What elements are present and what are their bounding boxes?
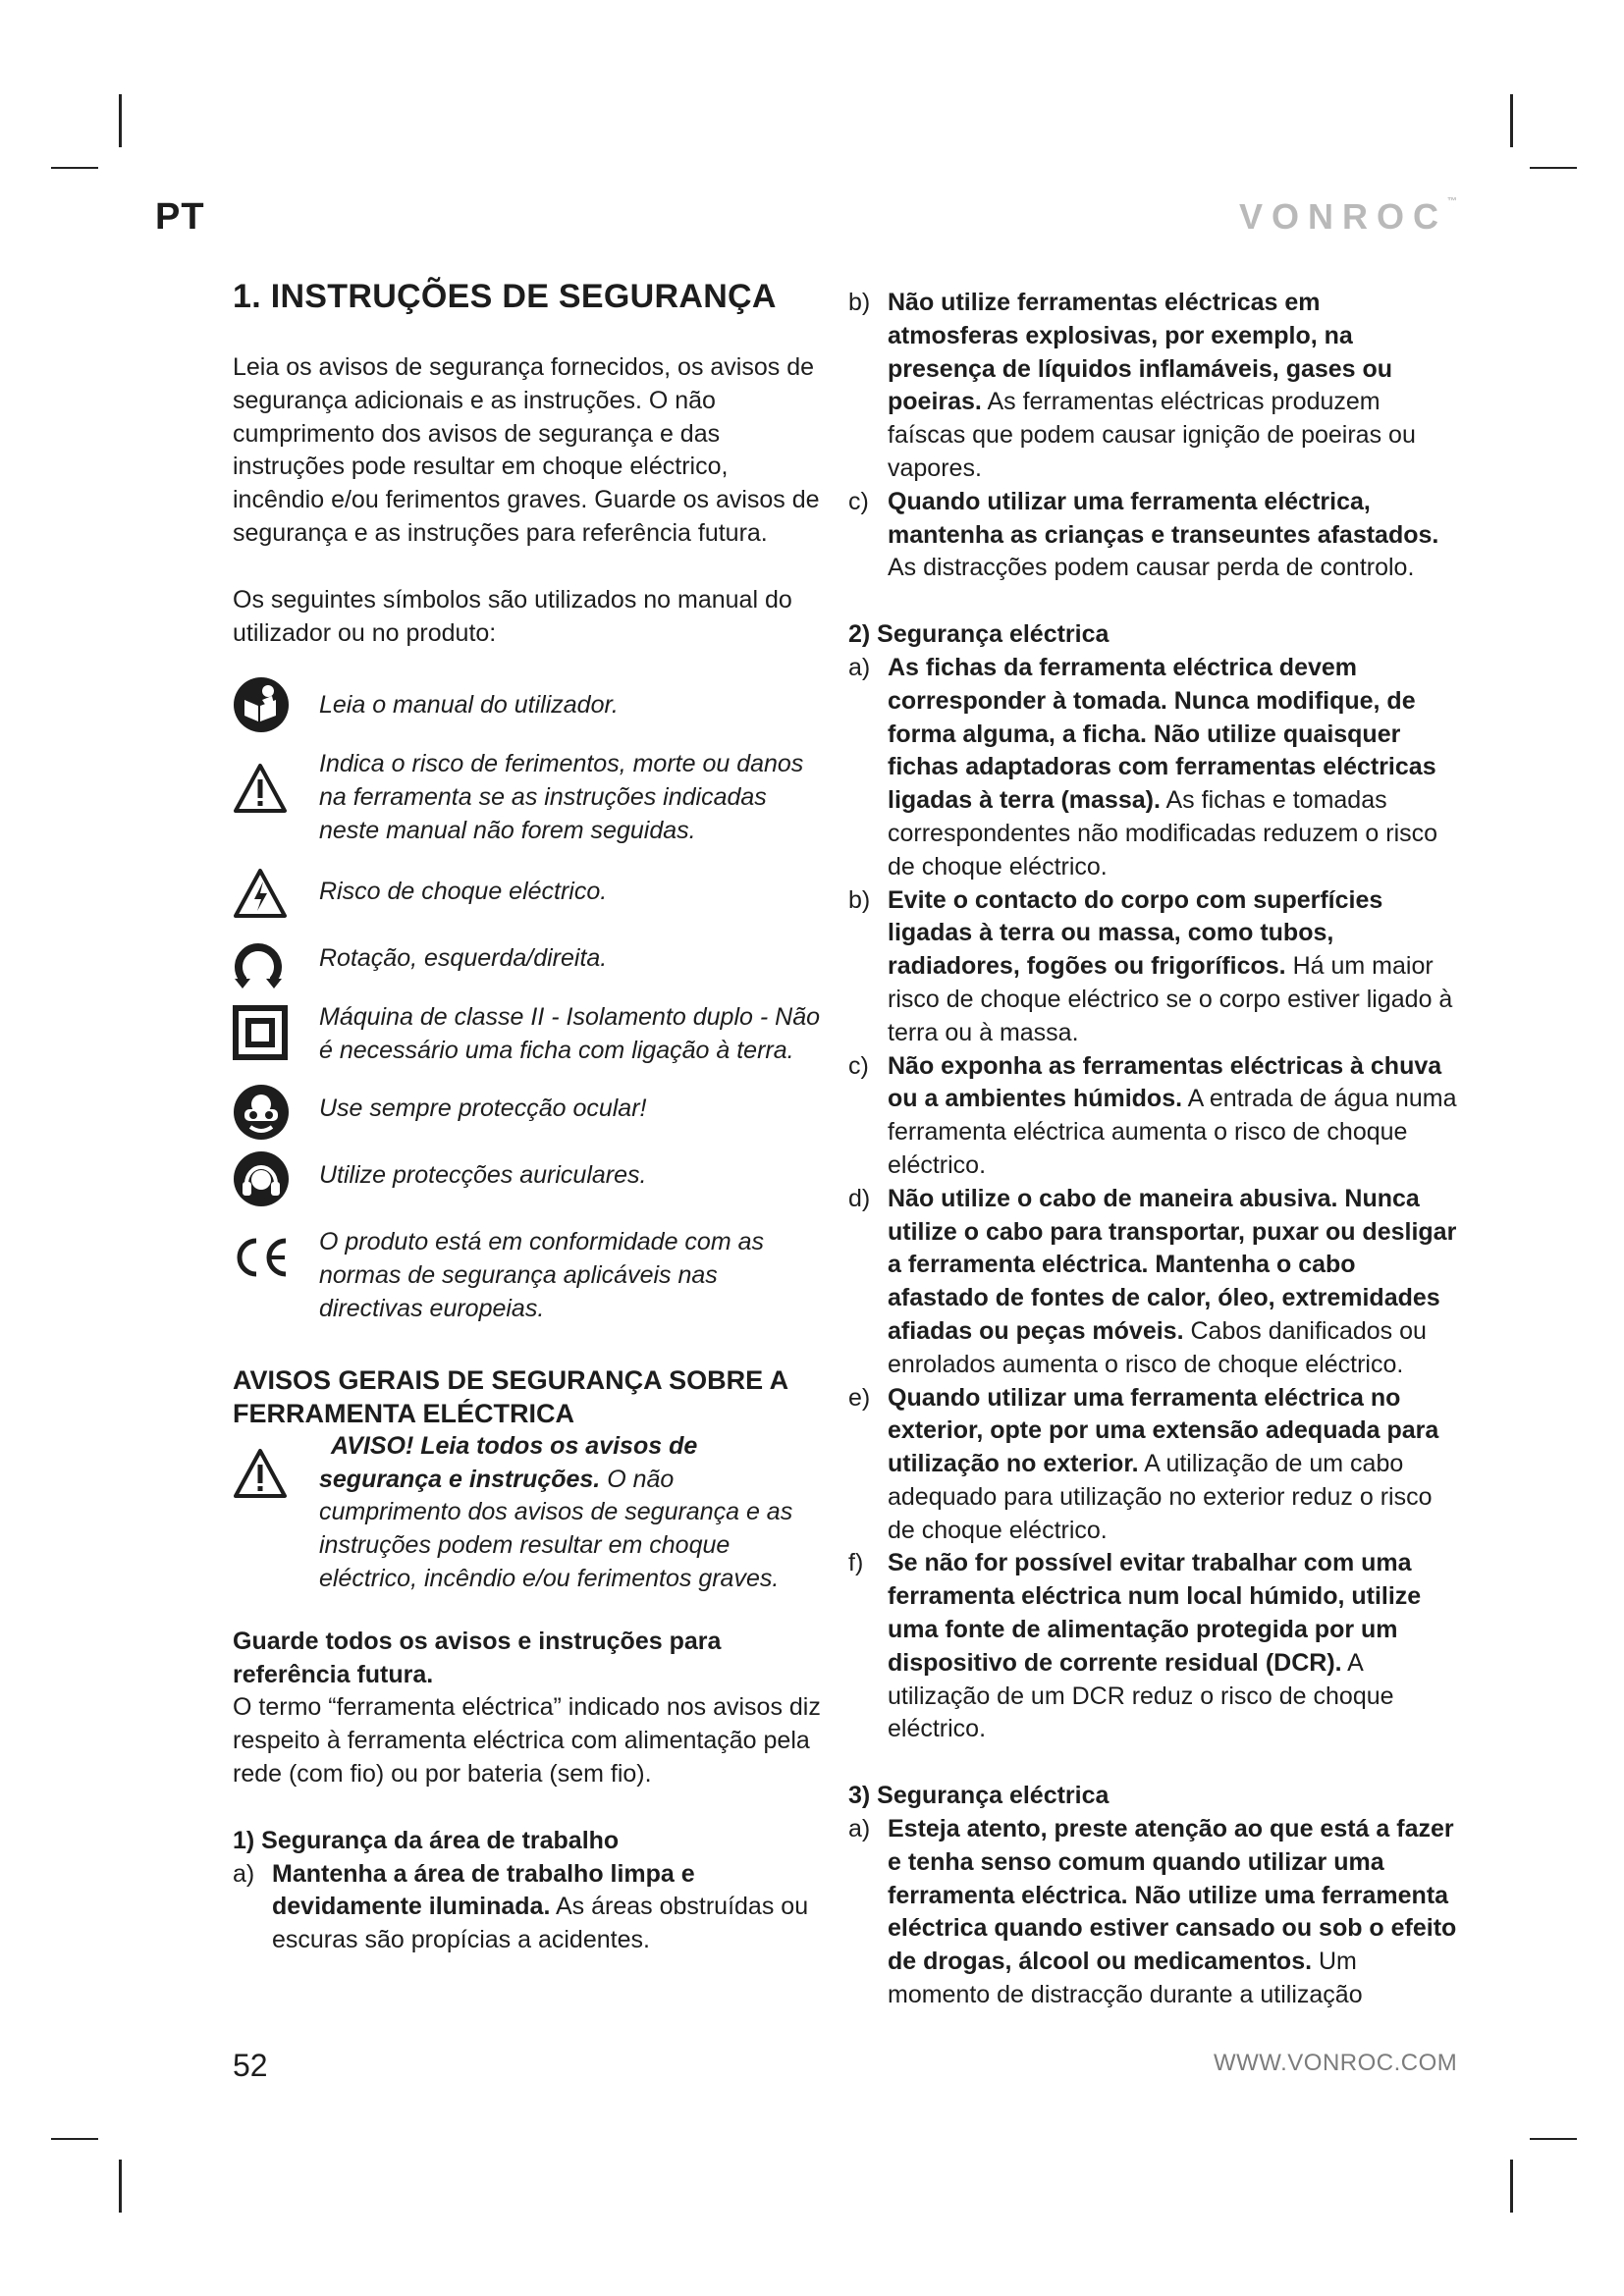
list-item: [848, 1382, 1457, 1548]
symbols-intro: Os seguintes símbolos são utilizados no manual do utilizador ou no produto:: [233, 585, 792, 647]
item-text: As áreas obstruídas ou escuras são propícias a acidentes.: [272, 1893, 809, 1954]
item-text: A entrada de água numa ferramenta eléctrica aumenta o risco de choque eléctrico.: [888, 1085, 1457, 1179]
item-text: As fichas e tomadas correspondentes não modificadas reduzem o risco de choque eléctrico.: [888, 786, 1438, 881]
warning-bold: AVISO! Leia todos os avisos de segurança e instruções.: [319, 1431, 698, 1493]
item-bold: Não utilize o cabo de maneira abusiva. Nunca utilize o cabo para transportar, puxar ou desligar a ferramenta eléctrica. Mantenha o cabo afastado de fontes de calor, óleo, extremidades afiadas ou peças móveis.: [888, 1184, 1457, 1345]
general-warnings-heading: AVISOS GERAIS DE SEGURANÇA SOBRE A FERRAMENTA ELÉCTRICA: [233, 1364, 788, 1428]
ear-protection-icon: [233, 1149, 292, 1208]
symbol-text: Indica o risco de ferimentos, morte ou danos na ferramenta se as instruções indicadas neste manual não forem seguidas.: [319, 750, 804, 844]
item-label: d): [848, 1184, 871, 1212]
item-text: Um momento de distracção durante a utilização: [888, 1948, 1363, 2009]
symbol-text: Rotação, esquerda/direita.: [319, 943, 608, 972]
footer-url: WWW.VONROC.COM: [1214, 2050, 1458, 2076]
symbol-row: [233, 934, 822, 989]
symbol-list: [233, 677, 822, 1325]
left-column: [233, 275, 822, 1957]
right-column: [848, 287, 1457, 2012]
list-item: [233, 1858, 822, 1957]
section1-title: 1) Segurança da área de trabalho: [233, 1826, 620, 1854]
symbol-text: O produto está em conformidade com as normas de segurança aplicáveis nas directivas europeias.: [319, 1228, 765, 1322]
crop-mark: [1530, 2138, 1577, 2140]
crop-mark: [119, 2160, 122, 2213]
list-item: [848, 1050, 1457, 1183]
item-bold: Quando utilizar uma ferramenta eléctrica, mantenha as crianças e transeuntes afastados.: [888, 487, 1439, 549]
item-text: A utilização de um cabo adequado para utilização no exterior reduz o risco de choque eléctrico.: [888, 1450, 1433, 1544]
read-manual-icon: [233, 677, 292, 732]
crop-mark: [51, 167, 98, 169]
item-label: a): [848, 653, 871, 681]
item-bold: Esteja atento, preste atenção ao que está a fazer e tenha senso comum quando utilizar uma ferramenta eléctrica. Não utilize uma ferramenta eléctrica quando estiver cansado ou sob o efeito de drogas, álcool ou medicamentos.: [888, 1815, 1457, 1976]
symbol-row: [233, 748, 822, 847]
item-label: b): [848, 885, 871, 914]
list-item: [848, 287, 1457, 486]
class-ii-icon: [233, 1001, 292, 1064]
item-text: As distracções podem causar perda de controlo.: [888, 554, 1415, 582]
item-label: c): [848, 487, 869, 515]
item-bold: Evite o contacto do corpo com superfícies ligadas à terra ou massa, como tubos, radiadores, fogões ou frigoríficos.: [888, 885, 1383, 981]
warning-triangle-icon: [233, 1430, 292, 1509]
item-text: Cabos danificados ou enrolados aumenta o risco de choque eléctrico.: [888, 1316, 1427, 1378]
symbol-row: [233, 1001, 822, 1068]
crop-mark: [1510, 2160, 1513, 2213]
section2-title: 2) Segurança eléctrica: [848, 620, 1110, 649]
item-bold: Não utilize ferramentas eléctricas em atmosferas explosivas, por exemplo, na presença de líquidos inflamáveis, gases ou poeiras.: [888, 289, 1393, 416]
brand-logo: VONROC™: [1239, 196, 1458, 237]
warning-triangle-icon: [233, 748, 292, 823]
list-item: [848, 1547, 1457, 1746]
keep-warnings-text: O termo “ferramenta eléctrica” indicado nos avisos diz respeito à ferramenta eléctrica com alimentação pela rede (com fio) ou por bateria (sem fio).: [233, 1693, 821, 1788]
crop-mark: [119, 94, 122, 147]
symbol-text: Use sempre protecção ocular!: [319, 1095, 647, 1123]
list-item: [848, 884, 1457, 1050]
item-label: a): [848, 1815, 871, 1843]
crop-mark: [1510, 94, 1513, 147]
keep-warnings-bold: Guarde todos os avisos e instruções para referência futura.: [233, 1627, 722, 1688]
symbol-row: [233, 1226, 822, 1325]
crop-mark: [1530, 167, 1577, 169]
warning-block: [233, 1430, 822, 1596]
symbol-text: Risco de choque eléctrico.: [319, 877, 608, 905]
crop-mark: [51, 2138, 98, 2140]
symbol-text: Máquina de classe II - Isolamento duplo - Não é necessário uma ficha com ligação à terra.: [319, 1002, 820, 1064]
list-item: [848, 652, 1457, 884]
intro-paragraph: Leia os avisos de segurança fornecidos, os avisos de segurança adicionais e as instruções. O não cumprimento dos avisos de segurança e das instruções pode resultar em choque eléctrico, incêndio e/ou ferimentos graves. Guarde os avisos de segurança e as instruções para referência futura.: [233, 353, 820, 547]
item-label: a): [233, 1859, 255, 1888]
item-bold: Mantenha a área de trabalho limpa e devidamente iluminada.: [272, 1859, 695, 1921]
item-text: A utilização de um DCR reduz o risco de choque eléctrico.: [888, 1648, 1394, 1743]
item-label: f): [848, 1549, 864, 1577]
item-text: Há um maior risco de choque eléctrico se o corpo estiver ligado à terra ou à massa.: [888, 952, 1453, 1046]
item-label: b): [848, 289, 871, 316]
item-text: As ferramentas eléctricas produzem faíscas que podem causar ignição de poeiras ou vapores.: [888, 388, 1416, 482]
symbol-text: Leia o manual do utilizador.: [319, 691, 619, 720]
list-item: [848, 1813, 1457, 2012]
rotation-icon: [233, 934, 292, 989]
item-bold: Não exponha as ferramentas eléctricas à chuva ou a ambientes húmidos.: [888, 1051, 1442, 1113]
symbol-row: [233, 677, 822, 732]
ce-mark-icon: [233, 1226, 292, 1285]
warning-text: O não cumprimento dos avisos de segurança e as instruções podem resultar em choque eléctrico, incêndio e/ou ferimentos graves.: [319, 1465, 793, 1592]
item-bold: Quando utilizar uma ferramenta eléctrica no exterior, opte por uma extensão adequada para utilização no exterior.: [888, 1383, 1439, 1478]
electric-shock-icon: [233, 866, 292, 921]
eye-protection-icon: [233, 1083, 292, 1142]
symbol-row: [233, 866, 822, 921]
item-bold: As fichas da ferramenta eléctrica devem corresponder à tomada. Nunca modifique, de forma alguma, a ficha. Não utilize quaisquer fichas adaptadoras com ferramentas eléctricas ligadas à terra (massa).: [888, 653, 1436, 815]
symbol-text: Utilize protecções auriculares.: [319, 1161, 647, 1190]
symbol-row: [233, 1083, 822, 1142]
page-number: 52: [233, 2048, 268, 2083]
symbol-row: [233, 1149, 822, 1208]
item-bold: Se não for possível evitar trabalhar com uma ferramenta eléctrica num local húmido, utilize uma fonte de alimentação protegida por um dispositivo de corrente residual (DCR).: [888, 1549, 1422, 1677]
page-title: 1. INSTRUÇÕES DE SEGURANÇA: [233, 278, 777, 315]
item-label: e): [848, 1383, 871, 1412]
list-item: [848, 486, 1457, 585]
section3-title: 3) Segurança eléctrica: [848, 1782, 1110, 1810]
item-label: c): [848, 1051, 869, 1080]
list-item: [848, 1183, 1457, 1382]
language-code: PT: [155, 196, 205, 238]
